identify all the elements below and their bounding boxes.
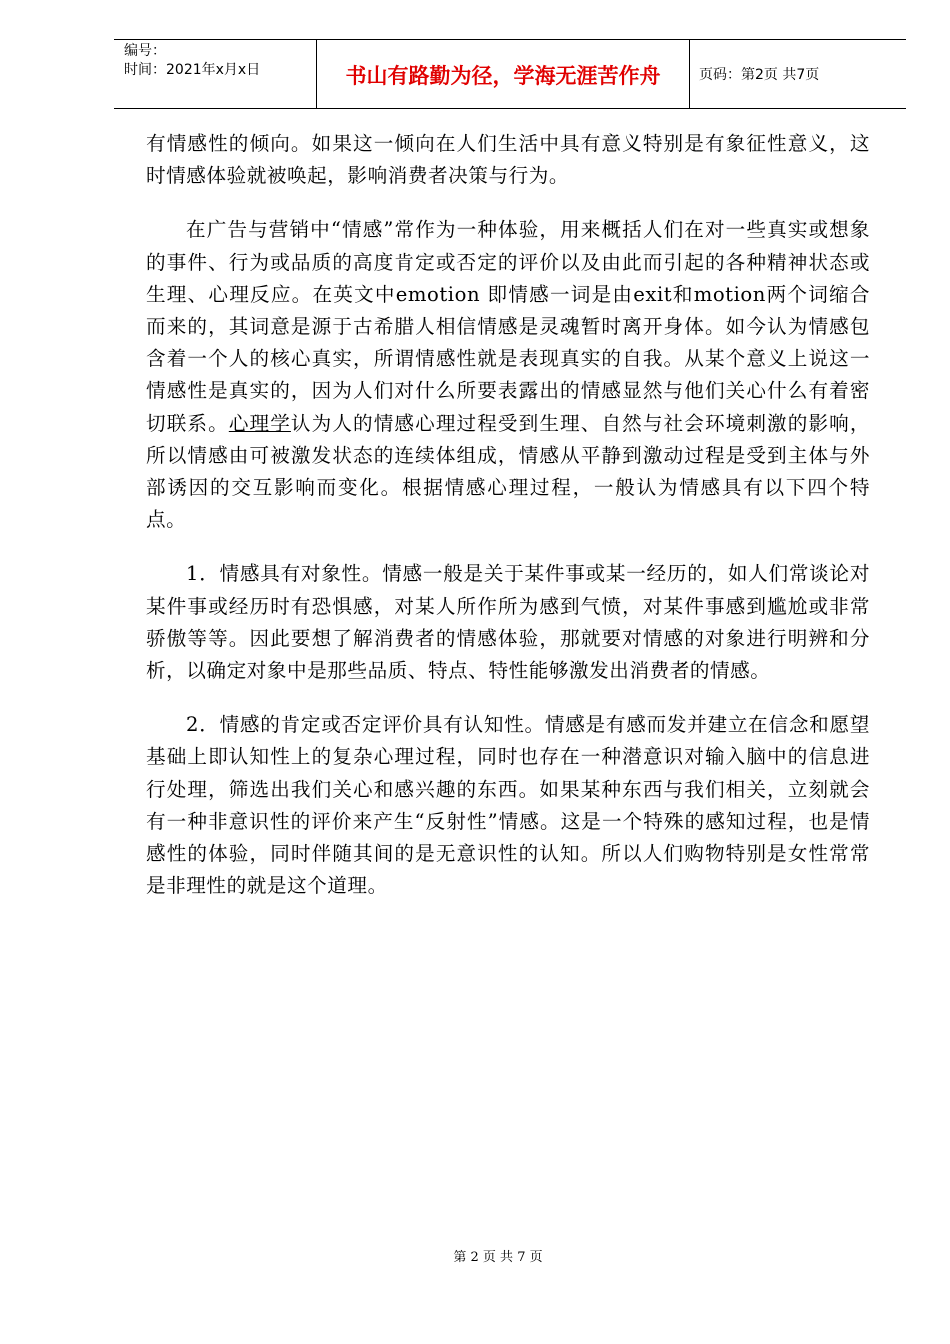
paragraph-emotion-definition [146,214,870,536]
document-body [146,128,870,924]
paragraph-continuation: 有情感性的倾向。如果这一倾向在人们生活中具有意义特别是有象征性意义，这时情感体验就被唤起，影响消费者决策与行为。 [146,132,870,188]
header-motto: 书山有路勤为径，学海无涯苦作舟 [316,40,690,108]
number-label: 编号： [124,43,166,59]
header-meta [114,40,316,108]
paragraph-text-after-link: 认为人的情感心理过程受到生理、自然与社会环境刺激的影响，所以情感由可被激发状态的连续体组成，情感从平静到激动过程是受到主体与外部诱因的交互影响而变化。根据情感心理过程，一般认为情感具有以下四个特点。 [146,411,870,532]
time-label: 时间：2021年x月x日 [124,62,261,78]
paragraph-text-before-link: 在广告与营销中“情感”常作为一种体验，用来概括人们在对一些真实或想象的事件、行为或品质的高度肯定或否定的评价以及由此而引起的各种精神状态或生理、心理反应。在英文中emotion 即情感一词是由exit和motion两个词缩合而来的，其词意是源于古希腊人相信情感是灵魂暂时离开身体。如今认为情感包含着一个人的核心真实，所谓情感性就是表现真实的自我。从某个意义上说这一情感性是真实的，因为人们对什么所要表露出的情感显然与他们关心什么有着密切联系。 [146,218,870,435]
page-header [114,39,906,109]
paragraph-point-1: 1．情感具有对象性。情感一般是关于某件事或某一经历的，如人们常谈论对某件事或经历时有恐惧感，对某人所作所为感到气愤，对某件事感到尴尬或非常骄傲等等。因此要想了解消费者的情感体验，那就要对情感的对象进行明辨和分析，以确定对象中是那些品质、特点、特性能够激发出消费者的情感。 [146,562,870,683]
page-footer: 第 2 页 共 7 页 [453,1250,543,1265]
paragraph-point-2: 2．情感的肯定或否定评价具有认知性。情感是有感而发并建立在信念和愿望基础上即认知性上的复杂心理过程，同时也存在一种潜意识对输入脑中的信息进行处理，筛选出我们关心和感兴趣的东西。如果某种东西与我们相关，立刻就会有一种非意识性的评价来产生“反射性”情感。这是一个特殊的感知过程，也是情感性的体验，同时伴随其间的是无意识性的认知。所以人们购物特别是女性常常是非理性的就是这个道理。 [146,713,870,898]
psychology-link[interactable]: 心理学 [228,411,291,435]
header-page-info: 页码：第2页 共7页 [699,67,820,83]
